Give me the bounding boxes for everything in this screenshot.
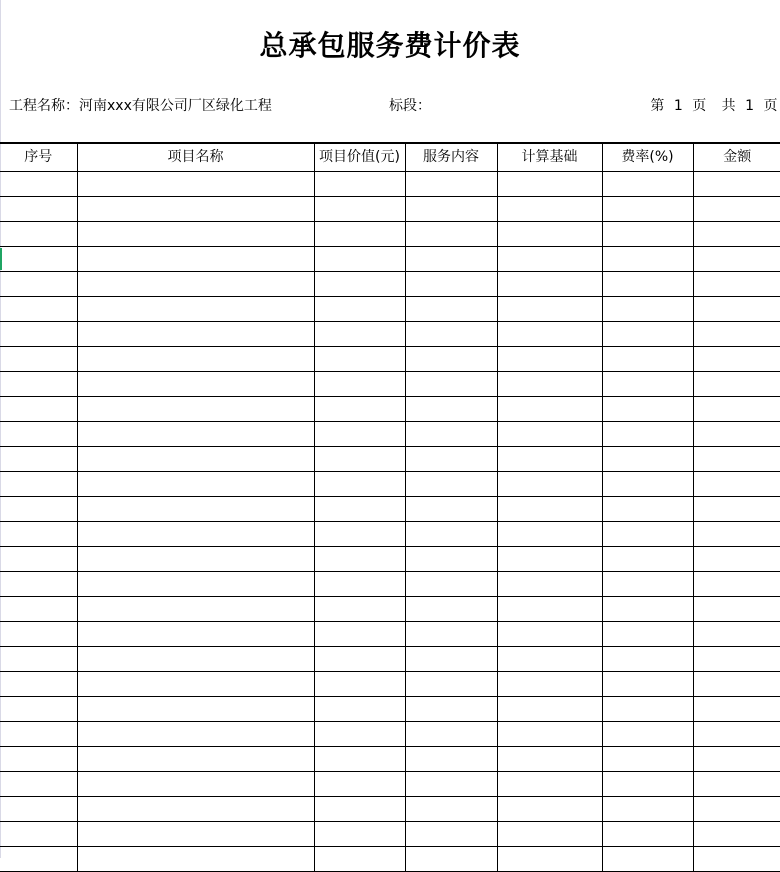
cell-amount[interactable] xyxy=(693,846,780,871)
cell-calc-basis[interactable] xyxy=(497,821,602,846)
cell-amount[interactable] xyxy=(693,746,780,771)
page-unit: 页 xyxy=(692,98,707,114)
cell-service-content[interactable] xyxy=(405,321,497,346)
cell-item-name[interactable] xyxy=(77,746,314,771)
cell-calc-basis[interactable] xyxy=(497,596,602,621)
cell-item-name[interactable] xyxy=(77,321,314,346)
cell-amount[interactable] xyxy=(693,546,780,571)
cell-index[interactable] xyxy=(0,621,77,646)
cell-rate[interactable] xyxy=(602,571,693,596)
cell-item-name[interactable] xyxy=(77,371,314,396)
cell-item-value[interactable] xyxy=(314,571,405,596)
cell-index[interactable] xyxy=(0,221,77,246)
cell-calc-basis[interactable] xyxy=(497,496,602,521)
cell-amount[interactable] xyxy=(693,196,780,221)
cell-service-content[interactable] xyxy=(405,371,497,396)
table-row xyxy=(0,796,780,821)
cell-index[interactable] xyxy=(0,596,77,621)
cell-calc-basis[interactable] xyxy=(497,321,602,346)
column-header-item-name: 项目名称 xyxy=(77,143,314,171)
cell-amount[interactable] xyxy=(693,221,780,246)
cell-service-content[interactable] xyxy=(405,746,497,771)
cell-item-name[interactable] xyxy=(77,346,314,371)
cell-service-content[interactable] xyxy=(405,671,497,696)
cell-item-name[interactable] xyxy=(77,446,314,471)
table-row xyxy=(0,346,780,371)
cell-index[interactable] xyxy=(0,446,77,471)
cell-rate[interactable] xyxy=(602,746,693,771)
cell-calc-basis[interactable] xyxy=(497,421,602,446)
cell-calc-basis[interactable] xyxy=(497,296,602,321)
cell-index[interactable] xyxy=(0,271,77,296)
cell-item-name[interactable] xyxy=(77,671,314,696)
cell-item-value[interactable] xyxy=(314,471,405,496)
table-row xyxy=(0,621,780,646)
cell-calc-basis[interactable] xyxy=(497,521,602,546)
cell-service-content[interactable] xyxy=(405,821,497,846)
cell-item-value[interactable] xyxy=(314,671,405,696)
cell-amount[interactable] xyxy=(693,296,780,321)
table-row xyxy=(0,746,780,771)
cell-rate[interactable] xyxy=(602,471,693,496)
project-info xyxy=(9,96,272,116)
table-row xyxy=(0,246,780,271)
cell-calc-basis[interactable] xyxy=(497,196,602,221)
cell-item-name[interactable] xyxy=(77,646,314,671)
cell-rate[interactable] xyxy=(602,171,693,196)
cell-calc-basis[interactable] xyxy=(497,846,602,871)
cell-amount[interactable] xyxy=(693,696,780,721)
cell-item-value[interactable] xyxy=(314,421,405,446)
cell-calc-basis[interactable] xyxy=(497,346,602,371)
cell-amount[interactable] xyxy=(693,446,780,471)
cell-calc-basis[interactable] xyxy=(497,371,602,396)
table-row xyxy=(0,596,780,621)
cell-item-value[interactable] xyxy=(314,371,405,396)
cell-item-value[interactable] xyxy=(314,271,405,296)
table-row xyxy=(0,521,780,546)
cell-amount[interactable] xyxy=(693,321,780,346)
cell-item-name[interactable] xyxy=(77,721,314,746)
cell-rate[interactable] xyxy=(602,396,693,421)
cell-calc-basis[interactable] xyxy=(497,396,602,421)
cell-amount[interactable] xyxy=(693,346,780,371)
cell-rate[interactable] xyxy=(602,321,693,346)
cell-item-name[interactable] xyxy=(77,771,314,796)
cell-item-name[interactable] xyxy=(77,471,314,496)
cell-calc-basis[interactable] xyxy=(497,546,602,571)
cell-rate[interactable] xyxy=(602,196,693,221)
cell-index[interactable] xyxy=(0,721,77,746)
table-row xyxy=(0,671,780,696)
cell-amount[interactable] xyxy=(693,521,780,546)
cell-service-content[interactable] xyxy=(405,771,497,796)
table-row xyxy=(0,721,780,746)
cell-amount[interactable] xyxy=(693,796,780,821)
cell-item-value[interactable] xyxy=(314,521,405,546)
cell-calc-basis[interactable] xyxy=(497,796,602,821)
cell-item-value[interactable] xyxy=(314,296,405,321)
cell-calc-basis[interactable] xyxy=(497,646,602,671)
cell-item-value[interactable] xyxy=(314,171,405,196)
cell-rate[interactable] xyxy=(602,271,693,296)
cell-rate[interactable] xyxy=(602,546,693,571)
cell-item-name[interactable] xyxy=(77,571,314,596)
cell-amount[interactable] xyxy=(693,571,780,596)
cell-item-value[interactable] xyxy=(314,321,405,346)
table-row xyxy=(0,371,780,396)
cell-amount[interactable] xyxy=(693,646,780,671)
cell-calc-basis[interactable] xyxy=(497,671,602,696)
cell-service-content[interactable] xyxy=(405,271,497,296)
cell-amount[interactable] xyxy=(693,621,780,646)
table-row xyxy=(0,296,780,321)
cell-service-content[interactable] xyxy=(405,846,497,871)
cell-amount[interactable] xyxy=(693,596,780,621)
cell-service-content[interactable] xyxy=(405,621,497,646)
cell-calc-basis[interactable] xyxy=(497,271,602,296)
cell-amount[interactable] xyxy=(693,371,780,396)
table-header-row xyxy=(0,143,780,171)
cell-calc-basis[interactable] xyxy=(497,721,602,746)
cell-service-content[interactable] xyxy=(405,296,497,321)
cell-index[interactable] xyxy=(0,521,77,546)
cell-rate[interactable] xyxy=(602,646,693,671)
cell-item-value[interactable] xyxy=(314,221,405,246)
cell-amount[interactable] xyxy=(693,721,780,746)
section-label: 标段： xyxy=(389,98,431,114)
table-row xyxy=(0,696,780,721)
section-info xyxy=(389,96,431,116)
cell-rate[interactable] xyxy=(602,346,693,371)
cell-item-name[interactable] xyxy=(77,621,314,646)
cell-item-value[interactable] xyxy=(314,546,405,571)
cell-amount[interactable] xyxy=(693,421,780,446)
table-row xyxy=(0,321,780,346)
cell-amount[interactable] xyxy=(693,771,780,796)
cell-item-value[interactable] xyxy=(314,496,405,521)
project-name[interactable]: 河南xxx有限公司厂区绿化工程 xyxy=(79,98,272,114)
cell-service-content[interactable] xyxy=(405,346,497,371)
cell-item-name[interactable] xyxy=(77,196,314,221)
cell-service-content[interactable] xyxy=(405,171,497,196)
cell-rate[interactable] xyxy=(602,446,693,471)
cell-calc-basis[interactable] xyxy=(497,246,602,271)
cell-item-value[interactable] xyxy=(314,196,405,221)
cell-service-content[interactable] xyxy=(405,521,497,546)
table-row xyxy=(0,271,780,296)
cell-service-content[interactable] xyxy=(405,196,497,221)
cell-rate[interactable] xyxy=(602,296,693,321)
cell-item-name[interactable] xyxy=(77,596,314,621)
cell-index[interactable] xyxy=(0,646,77,671)
cell-index[interactable] xyxy=(0,821,77,846)
cell-index[interactable] xyxy=(0,746,77,771)
column-header-index: 序号 xyxy=(0,143,77,171)
cell-service-content[interactable] xyxy=(405,421,497,446)
cell-rate[interactable] xyxy=(602,721,693,746)
cell-index[interactable] xyxy=(0,671,77,696)
table-row xyxy=(0,846,780,871)
cell-index[interactable] xyxy=(0,846,77,871)
cell-item-name[interactable] xyxy=(77,821,314,846)
page-current: 1 xyxy=(673,98,684,114)
page-counter xyxy=(650,96,778,116)
cell-calc-basis[interactable] xyxy=(497,221,602,246)
table-row xyxy=(0,546,780,571)
table-row xyxy=(0,821,780,846)
cell-calc-basis[interactable] xyxy=(497,771,602,796)
cell-service-content[interactable] xyxy=(405,596,497,621)
cell-rate[interactable] xyxy=(602,421,693,446)
cell-service-content[interactable] xyxy=(405,396,497,421)
cell-item-name[interactable] xyxy=(77,246,314,271)
cell-item-value[interactable] xyxy=(314,446,405,471)
table-row xyxy=(0,496,780,521)
cell-rate[interactable] xyxy=(602,821,693,846)
project-label: 工程名称： xyxy=(9,98,79,114)
column-header-rate: 费率(%) xyxy=(602,143,693,171)
cell-index[interactable] xyxy=(0,171,77,196)
cell-rate[interactable] xyxy=(602,596,693,621)
cell-rate[interactable] xyxy=(602,696,693,721)
total-unit: 页 xyxy=(763,98,778,114)
cell-item-name[interactable] xyxy=(77,171,314,196)
cell-item-value[interactable] xyxy=(314,771,405,796)
cell-index[interactable] xyxy=(0,421,77,446)
cell-service-content[interactable] xyxy=(405,571,497,596)
cell-item-value[interactable] xyxy=(314,846,405,871)
cell-item-name[interactable] xyxy=(77,396,314,421)
cell-rate[interactable] xyxy=(602,771,693,796)
table-row xyxy=(0,771,780,796)
cell-item-name[interactable] xyxy=(77,221,314,246)
table-row xyxy=(0,171,780,196)
cell-service-content[interactable] xyxy=(405,796,497,821)
cell-calc-basis[interactable] xyxy=(497,171,602,196)
column-header-service-content: 服务内容 xyxy=(405,143,497,171)
column-header-item-value: 项目价值(元) xyxy=(314,143,405,171)
page-total: 1 xyxy=(745,98,755,114)
cell-item-name[interactable] xyxy=(77,696,314,721)
table-row xyxy=(0,571,780,596)
cell-rate[interactable] xyxy=(602,496,693,521)
table-row xyxy=(0,396,780,421)
cell-index[interactable] xyxy=(0,371,77,396)
cell-amount[interactable] xyxy=(693,821,780,846)
cell-index[interactable] xyxy=(0,496,77,521)
cell-calc-basis[interactable] xyxy=(497,446,602,471)
cell-item-value[interactable] xyxy=(314,346,405,371)
cell-item-value[interactable] xyxy=(314,246,405,271)
cell-rate[interactable] xyxy=(602,521,693,546)
cell-rate[interactable] xyxy=(602,846,693,871)
cell-item-value[interactable] xyxy=(314,696,405,721)
page-title: 总承包服务费计价表 xyxy=(259,29,521,62)
cell-service-content[interactable] xyxy=(405,721,497,746)
cell-item-value[interactable] xyxy=(314,646,405,671)
cell-calc-basis[interactable] xyxy=(497,696,602,721)
cell-index[interactable] xyxy=(0,771,77,796)
cell-item-name[interactable] xyxy=(77,546,314,571)
cell-item-name[interactable] xyxy=(77,296,314,321)
cell-amount[interactable] xyxy=(693,396,780,421)
cell-amount[interactable] xyxy=(693,671,780,696)
cell-item-value[interactable] xyxy=(314,621,405,646)
cell-index[interactable] xyxy=(0,321,77,346)
cell-service-content[interactable] xyxy=(405,471,497,496)
cell-index[interactable] xyxy=(0,696,77,721)
cell-item-name[interactable] xyxy=(77,521,314,546)
cell-item-value[interactable] xyxy=(314,796,405,821)
column-header-amount: 金额 xyxy=(693,143,780,171)
cell-item-name[interactable] xyxy=(77,846,314,871)
cell-item-name[interactable] xyxy=(77,796,314,821)
cell-index[interactable] xyxy=(0,546,77,571)
cell-amount[interactable] xyxy=(693,271,780,296)
cell-index[interactable] xyxy=(0,796,77,821)
cell-index[interactable] xyxy=(0,571,77,596)
cell-rate[interactable] xyxy=(602,671,693,696)
cell-rate[interactable] xyxy=(602,796,693,821)
cell-calc-basis[interactable] xyxy=(497,621,602,646)
cell-item-name[interactable] xyxy=(77,421,314,446)
cell-amount[interactable] xyxy=(693,471,780,496)
cell-rate[interactable] xyxy=(602,621,693,646)
cell-index[interactable] xyxy=(0,246,77,271)
fee-table xyxy=(0,142,780,872)
cell-service-content[interactable] xyxy=(405,696,497,721)
table-body xyxy=(0,171,780,871)
cell-index[interactable] xyxy=(0,296,77,321)
table-row xyxy=(0,221,780,246)
cell-service-content[interactable] xyxy=(405,496,497,521)
cell-index[interactable] xyxy=(0,196,77,221)
cell-item-name[interactable] xyxy=(77,496,314,521)
cell-rate[interactable] xyxy=(602,371,693,396)
page-prefix: 第 xyxy=(650,98,665,114)
total-prefix: 共 xyxy=(721,98,737,114)
cell-service-content[interactable] xyxy=(405,221,497,246)
cell-item-value[interactable] xyxy=(314,821,405,846)
cell-service-content[interactable] xyxy=(405,546,497,571)
cell-item-value[interactable] xyxy=(314,396,405,421)
cell-calc-basis[interactable] xyxy=(497,471,602,496)
cell-index[interactable] xyxy=(0,396,77,421)
cell-rate[interactable] xyxy=(602,246,693,271)
cell-item-value[interactable] xyxy=(314,721,405,746)
cell-calc-basis[interactable] xyxy=(497,746,602,771)
cell-item-value[interactable] xyxy=(314,596,405,621)
cell-service-content[interactable] xyxy=(405,246,497,271)
cell-rate[interactable] xyxy=(602,221,693,246)
cell-amount[interactable] xyxy=(693,496,780,521)
table-row xyxy=(0,646,780,671)
table-row xyxy=(0,196,780,221)
cell-amount[interactable] xyxy=(693,246,780,271)
table-row xyxy=(0,421,780,446)
cell-service-content[interactable] xyxy=(405,446,497,471)
cell-amount[interactable] xyxy=(693,171,780,196)
cell-service-content[interactable] xyxy=(405,646,497,671)
cell-index[interactable] xyxy=(0,471,77,496)
cell-item-value[interactable] xyxy=(314,746,405,771)
table-row xyxy=(0,471,780,496)
table-row xyxy=(0,446,780,471)
cell-index[interactable] xyxy=(0,346,77,371)
column-header-calc-basis: 计算基础 xyxy=(497,143,602,171)
cell-calc-basis[interactable] xyxy=(497,571,602,596)
cell-item-name[interactable] xyxy=(77,271,314,296)
